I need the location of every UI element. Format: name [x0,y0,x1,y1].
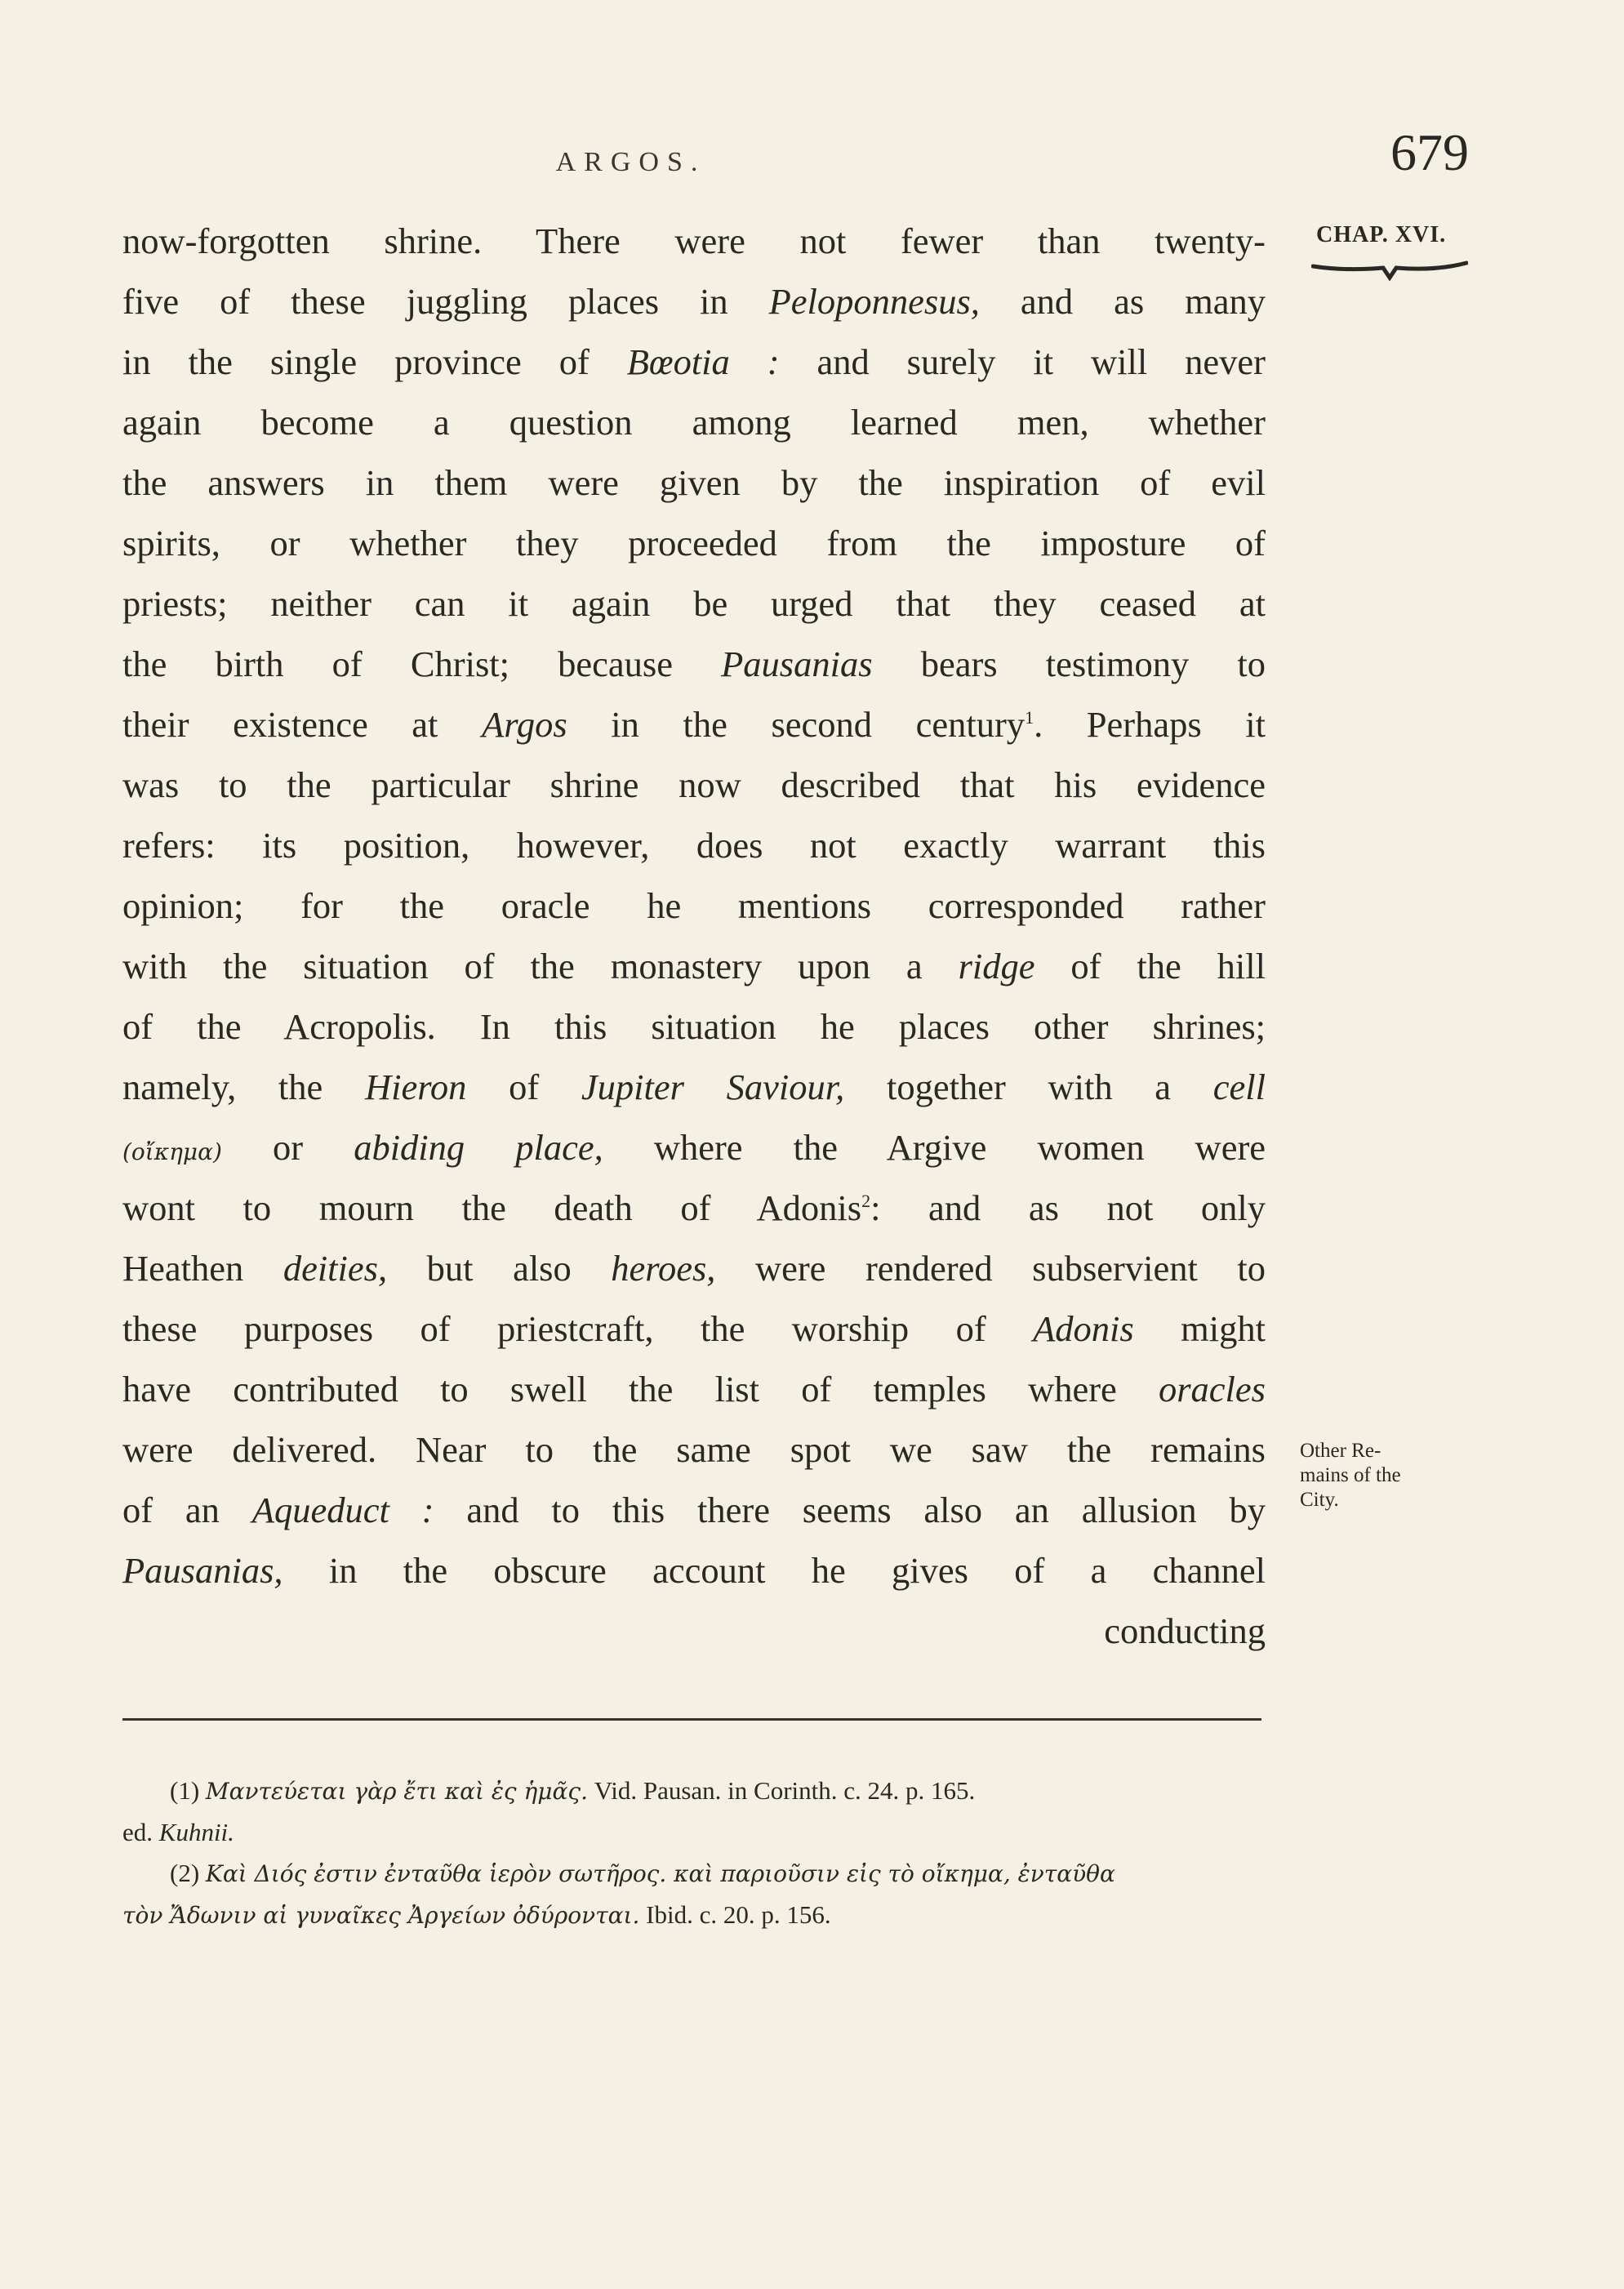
chapter-label: CHAP. XVI. [1316,222,1447,247]
text-run: now-forgotten shrine. There were not fewer than twenty- [122,220,1266,261]
greek-text: Μαντεύεται γὰρ ἔτι καὶ ἐς ἡμᾶς. [205,1778,588,1805]
text-run: with the situation of the monastery upon a [122,946,959,986]
body-line-11 [122,815,1266,875]
body-line-7 [122,573,1266,634]
text-run: in the single province of [122,341,627,382]
footnote-line-3 [122,1853,1266,1895]
text-run: was to the particular shrine now described that his evidence [122,764,1266,805]
text-run: Adonis [1033,1308,1134,1349]
text-run: (1) [170,1776,206,1805]
body-line-6 [122,513,1266,573]
footnote-rule [122,1718,1261,1721]
text-run: Vid. Pausan. in Corinth. c. 24. p. 165. [587,1776,976,1805]
body-line-3 [122,332,1266,392]
text-run: were delivered. Near to the same spot we saw the remains [122,1429,1266,1470]
text-run: five of these juggling places in [122,281,769,322]
text-run: Argos [482,704,567,745]
body-line-21 [122,1419,1266,1480]
body-line-20 [122,1359,1266,1419]
text-run: oracles [1158,1369,1266,1409]
text-run: cell [1212,1067,1266,1107]
text-run: have contributed to swell the list of temples where [122,1369,1159,1409]
body-line-19 [122,1298,1266,1359]
body-line-18 [122,1238,1266,1298]
text-run: bears testimony to [872,644,1266,684]
text-run: wont to mourn the death of Adonis [122,1187,862,1228]
text-run: and to this there seems also an allusion by [434,1490,1266,1530]
text-run: of the hill [1034,946,1266,986]
text-run: . Perhaps it [1034,704,1266,745]
text-run: these purposes of priestcraft, the worship of [122,1308,1034,1349]
text-run: : and as not only [870,1187,1266,1228]
text-run: Hieron [364,1067,467,1107]
text-run: again become a question among learned men, whether [122,402,1266,443]
text-run: of the Acropolis. In this situation he places other shrines; [122,1006,1266,1047]
brace-icon [1311,260,1468,281]
text-run: Peloponnesus, [768,281,980,322]
greek-text: (οἴκημα) [122,1138,222,1165]
text-run: of [466,1067,581,1107]
body-line-4 [122,392,1266,452]
text-run: Heathen [122,1248,283,1289]
body-line-10 [122,755,1266,815]
body-line-2 [122,271,1266,332]
footnote-ref: 2 [861,1191,871,1212]
greek-text: Καὶ Διός ἐστιν ἐνταῦθα ἱερὸν σωτῆρος. καὶ παριοῦσιν εἰς τὸ οἴκημα, ἐνταῦθα [205,1860,1115,1887]
text-run: spirits, or whether they proceeded from the imposture of [122,523,1266,563]
body-line-17 [122,1178,1266,1238]
running-title: ARGOS. [555,147,706,177]
footnote-ref: 1 [1025,707,1034,728]
text-run: refers: its position, however, does not exactly warrant this [122,825,1266,866]
text-run: heroes, [611,1248,716,1289]
body-line-8 [122,634,1266,694]
text-run: their existence at [122,704,483,745]
body-line-9 [122,694,1266,755]
body-line-23 [122,1540,1266,1601]
text-run: (2) [170,1859,206,1887]
text-run: in the obscure account he gives of a channel [283,1550,1266,1591]
body-line-13 [122,936,1266,996]
margin-note-line: Other Re- [1300,1440,1382,1462]
margin-note-line: mains of the [1300,1464,1401,1486]
text-run: deities, [283,1248,388,1289]
text-run: where the Argive women were [603,1127,1266,1168]
text-run: but also [387,1248,612,1289]
text-run: or [221,1127,354,1168]
text-run: ed. [122,1818,159,1846]
margin-note-line: City. [1300,1489,1339,1511]
text-run: Jupiter Saviour, [581,1067,845,1107]
footnotes [122,1770,1266,1936]
text-run: Pausanias, [122,1550,283,1591]
text-run: were rendered subservient to [715,1248,1266,1289]
body-line-5 [122,452,1266,513]
margin-note-other-remains [1300,1439,1463,1512]
text-run: Pausanias [721,644,873,684]
body-line-15 [122,1057,1266,1117]
body-line-22 [122,1480,1266,1540]
text-run: the birth of Christ; because [122,644,722,684]
footnote-line-2 [122,1812,1266,1853]
text-run: conducting [1104,1610,1266,1651]
text-run: opinion; for the oracle he mentions corresponded rather [122,885,1266,926]
text-run: Ibid. c. 20. p. 156. [639,1900,831,1929]
body-line-24 [122,1601,1266,1661]
text-run: abiding place, [354,1127,603,1168]
footnote-line-4 [122,1895,1266,1936]
text-run: Aqueduct : [251,1490,434,1530]
text-run: in the second century [567,704,1026,745]
text-run: and surely it will never [779,341,1266,382]
body-line-14 [122,996,1266,1057]
text-run: of an [122,1490,252,1530]
body-line-12 [122,875,1266,936]
text-run: namely, the [122,1067,365,1107]
text-run: the answers in them were given by the inspiration of evil [122,462,1266,503]
text-run: together with a [844,1067,1213,1107]
text-run: Bœotia : [626,341,780,382]
body-text [122,211,1266,1661]
text-run: and as many [979,281,1266,322]
text-run: Kuhnii. [158,1818,234,1846]
text-run: ridge [958,946,1035,986]
page-number: 679 [1390,123,1469,181]
text-run: might [1133,1308,1266,1349]
body-line-1 [122,211,1266,271]
body-line-16 [122,1117,1266,1178]
footnote-line-1 [122,1770,1266,1812]
text-run: priests; neither can it again be urged that they ceased at [122,583,1266,624]
greek-text: τὸν Ἄδωνιν αἱ γυναῖκες Ἀργείων ὀδύρονται. [122,1902,640,1929]
